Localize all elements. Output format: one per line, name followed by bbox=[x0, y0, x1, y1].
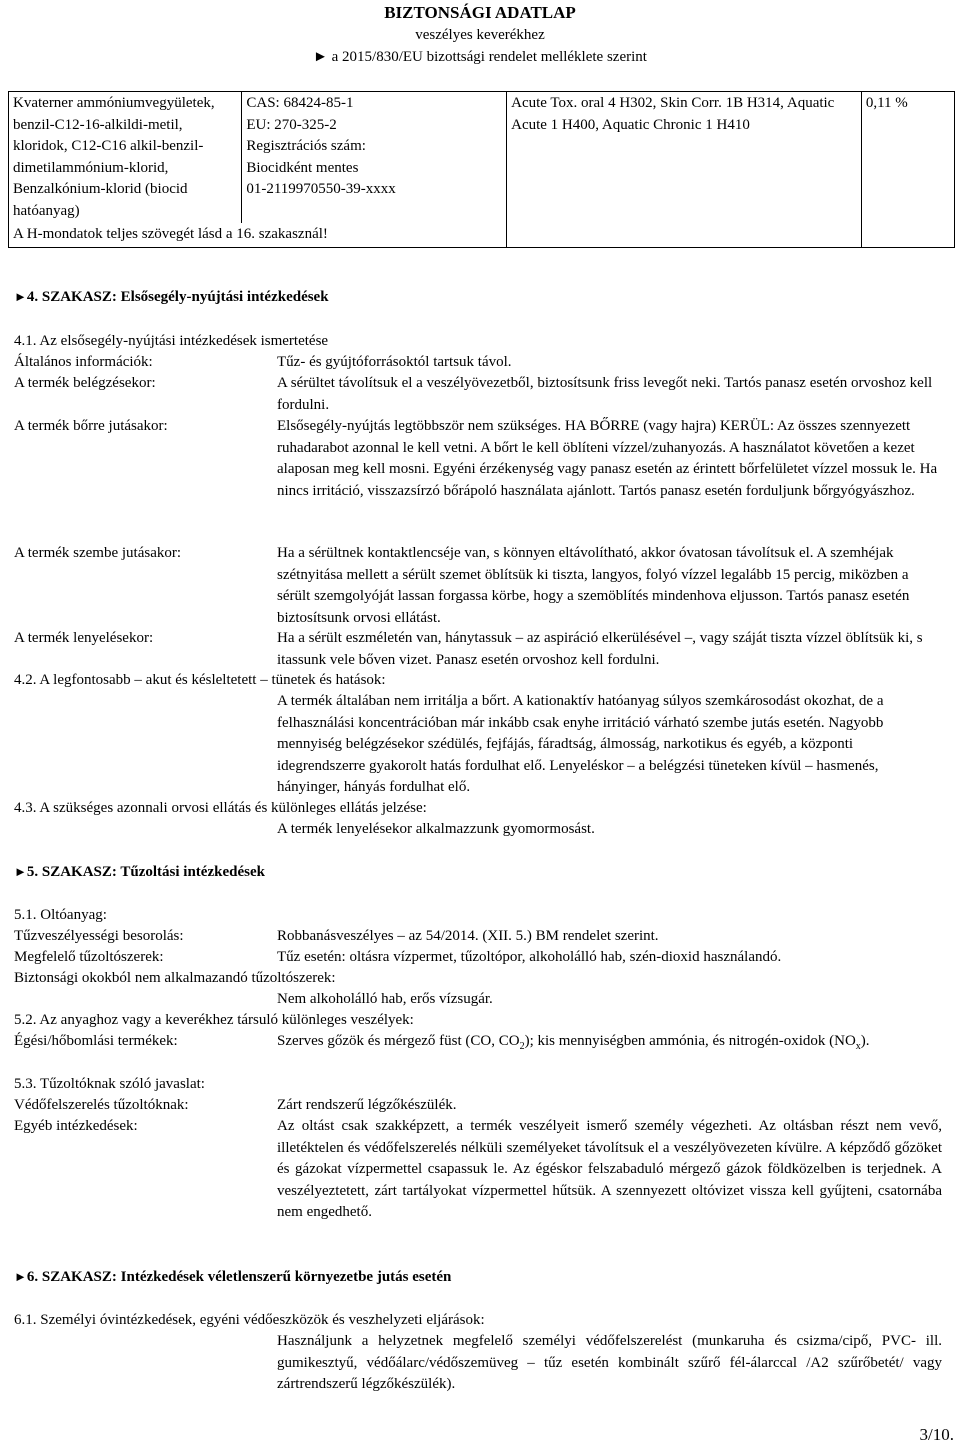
s61-title: 6.1. Személyi óvintézkedések, egyéni védőeszközök és veszhelyzeti eljárások: bbox=[14, 1312, 485, 1328]
combustion-label: Égési/hőbomlási termékek: bbox=[14, 1033, 178, 1049]
s43-title: 4.3. A szükséges azonnali orvosi ellátás és különleges ellátás jelzése: bbox=[14, 800, 427, 816]
fire-class-label: Tűzveszélyességi besorolás: bbox=[14, 928, 184, 944]
s42-value: A termék általában nem irritálja a bőrt. A kationaktív hatóanyag súlyos szemkárosodást okozhat, de a felhasználási koncentrációban már inkább csak enyhe irritáció várható szembe jutás esetén. Nagyobb mennyiség belégzésekor szédülés, fejfájás, fáradtság, álmosság, narkotikus és egyéb, a központi idegrendszerre gyakorolt hatás fordulhat elő. Lenyeléskor – a belégzési tüneteken kívül – hasmenés, hányinger, hányás fordulhat elő. bbox=[277, 693, 884, 795]
component-identifiers bbox=[242, 92, 507, 224]
document-title: BIZTONSÁGI ADATLAP bbox=[384, 3, 576, 22]
s53-title: 5.3. Tűzoltóknak szóló javaslat: bbox=[14, 1076, 205, 1092]
combustion-value: Szerves gőzök és mérgező füst (CO, $CO_2$); kis mennyiségben ammónia, és nitrogén-oxidok $(NO_x)$. bbox=[277, 1033, 870, 1052]
h-statements-note: A H-mondatok teljes szövegét lásd a 16. szakasznál! bbox=[9, 223, 507, 247]
section-4-heading: ►4. SZAKASZ: Elsősegély-nyújtási intézkedések bbox=[14, 289, 329, 305]
s43-value: A termék lenyelésekor alkalmazzunk gyomormosást. bbox=[277, 821, 595, 837]
registration-label: Regisztrációs szám: bbox=[246, 138, 366, 154]
eye-label: A termék szembe jutásakor: bbox=[14, 545, 182, 561]
arrow-right-icon: ► bbox=[14, 864, 27, 879]
arrow-right-icon: ► bbox=[14, 1269, 27, 1284]
suitable-media-label: Megfelelő tűzoltószerek: bbox=[14, 949, 164, 965]
general-info-value: Tűz- és gyújtóforrásoktól tartsuk távol. bbox=[277, 354, 512, 370]
unsuitable-media-label: Biztonsági okokból nem alkalmazandó tűzoltószerek: bbox=[14, 970, 336, 986]
inhalation-value: A sérültet távolítsuk el a veszélyövezetből, biztosítsunk friss levegőt neki. Tartós panasz esetén orvoshoz kell fordulni. bbox=[277, 375, 933, 413]
eu-number: EU: 270-325-2 bbox=[246, 116, 337, 133]
section-6-heading: ►6. SZAKASZ: Intézkedések véletlenszerű környezetbe jutás esetén bbox=[14, 1269, 452, 1285]
unsuitable-media-value: Nem alkoholálló hab, erős vízsugár. bbox=[277, 991, 493, 1007]
skin-value: Elsősegély-nyújtás legtöbbször nem szükséges. HA BŐRRE (vagy hajra) KERÜL: Az összes szennyezett ruhadarabot azonnal le kell vetni. A bőrt le kell öblíteni vízzel/zuhanyozás. A használatot követően a kezet alaposan meg kell mosni. Egyéni érzékenység vagy panasz esetén az érintett bőrfelületet vízzel mossuk le. Ha nincs irritáció, visszazsírzó bőrápoló használata ajánlott. Tartós panasz esetén forduljunk bőrgyógyászhoz. bbox=[277, 418, 938, 499]
page-number: 3/10. bbox=[919, 1424, 954, 1444]
s51-title: 5.1. Oltóanyag: bbox=[14, 907, 107, 923]
inhalation-label: A termék belégzésekor: bbox=[14, 375, 156, 391]
ingestion-value: Ha a sérült eszméletén van, hánytassuk – az aspiráció elkerülésével –, vagy száját tiszta vízzel öblítsük ki, s itassunk vele bőven vizet. Panasz esetén orvoshoz kell fordulni. bbox=[277, 630, 923, 668]
regulation-reference: ► a 2015/830/EU bizottsági rendelet melléklete szerint bbox=[313, 49, 647, 65]
skin-label: A termék bőrre jutásakor: bbox=[14, 418, 168, 434]
cas-number: CAS: 68424-85-1 bbox=[246, 95, 354, 111]
s41-title: 4.1. Az elsősegély-nyújtási intézkedések ismertetése bbox=[14, 333, 329, 349]
component-table bbox=[8, 91, 955, 248]
fire-class-value: Robbanásveszélyes – az 54/2014. (XII. 5.) BM rendelet szerint. bbox=[277, 928, 659, 944]
section-5-heading: ►5. SZAKASZ: Tűzoltási intézkedések bbox=[14, 864, 265, 880]
arrow-right-icon: ► bbox=[14, 289, 27, 304]
document-header bbox=[0, 2, 960, 68]
s61-value: Használjunk a helyzetnek megfelelő személyi védőfelszerelést (munkaruha és csizma/cipő, PVC- ill. gumikesztyű, védőálarc/védőszemüveg – tűz esetén kombinált szűrő fél-álarccal /A2 szűrőbetét/ vagy zártrendszerű légzőkészülék). bbox=[277, 1333, 942, 1392]
component-name: Kvaterner ammóniumvegyületek, benzil-C12-16-alkildi-metil, kloridok, C12-C16 alkil-benzil-dimetilammónium-klorid, Benzalkónium-klorid (biocid hatóanyag) bbox=[9, 92, 242, 224]
concentration: 0,11 % bbox=[861, 92, 954, 248]
suitable-media-value: Tűz esetén: oltásra vízpermet, tűzoltópor, alkoholálló hab, szén-dioxid használandó. bbox=[277, 949, 782, 965]
eye-value: Ha a sérültnek kontaktlencséje van, s könnyen eltávolítható, akkor óvatosan távolítsuk el. A szemhéjak szétnyitása mellett a sérült szemet öblítsük ki tiszta, langyos, folyó vízzel legalább 15 percig, miközben a sérült szemgolyóját lassan forgassa körbe, hogy a szemöblítés mindenhova eljusson. Tartós panasz esetén biztosítsunk orvosi ellátást. bbox=[277, 545, 910, 626]
other-measures-value: Az oltást csak szakképzett, a termék veszélyeit ismerő személy végezheti. Az oltásban részt nem vevő, illetéktelen és védőfelszerelés nélküli személyeket távolítsuk el a veszélyövezeten kívülre. A képződő gőzöket és gázokat vízpermettel csapassuk le. Az égéskor felszabaduló mérgező gázok földközelben is terjednek. A veszélyeztetett, zárt tartályokat vízpermettel hűtsük. A szennyezett oltóvizet vissza kell gyűjteni, csatornába nem engedhető. bbox=[277, 1118, 942, 1220]
ingestion-label: A termék lenyelésekor: bbox=[14, 630, 154, 646]
other-measures-label: Egyéb intézkedések: bbox=[14, 1118, 138, 1134]
registration-number: 01-2119970550-39-xxxx bbox=[246, 181, 396, 197]
document-subtitle: veszélyes keverékhez bbox=[415, 27, 545, 43]
registration-value: Biocidként mentes bbox=[246, 159, 359, 176]
ppe-label: Védőfelszerelés tűzoltóknak: bbox=[14, 1097, 189, 1113]
s42-title: 4.2. A legfontosabb – akut és késleltetett – tünetek és hatások: bbox=[14, 672, 386, 688]
general-info-label: Általános információk: bbox=[14, 354, 153, 370]
ppe-value: Zárt rendszerű légzőkészülék. bbox=[277, 1097, 457, 1113]
s52-title: 5.2. Az anyaghoz vagy a keverékhez társuló különleges veszélyek: bbox=[14, 1012, 414, 1028]
hazard-classification: Acute Tox. oral 4 H302, Skin Corr. 1B H314, Aquatic Acute 1 H400, Aquatic Chronic 1 H410 bbox=[507, 92, 862, 248]
